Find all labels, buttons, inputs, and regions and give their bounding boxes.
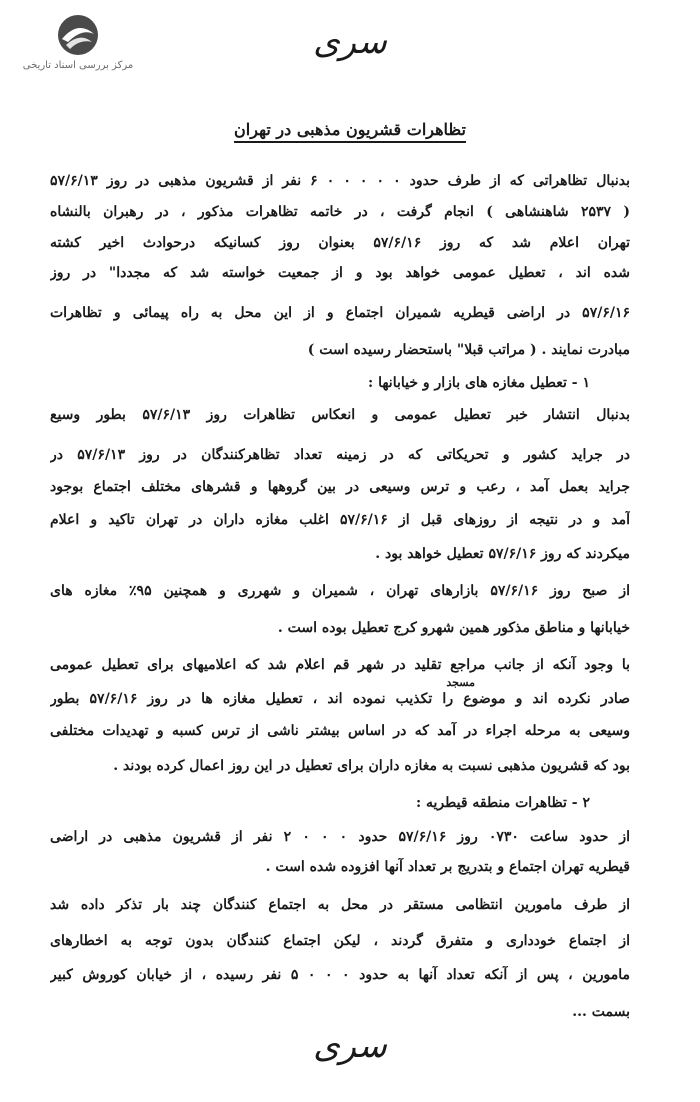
document-line: از اجتماع خودداری و متفرق گردند ، لیکن اجتماع کنندگان بدون توجه به اخطارهای — [50, 933, 630, 949]
document-line: بود که قشریون مذهبی نسبت به مغازه داران برای تعطیل در این روز اعمال کرده بودند . — [113, 758, 630, 774]
document-line: جراید بعمل آمد ، رعب و ترس وسیعی در بین گروهها و قشرهای مختلف اجتماع بوجود — [50, 479, 630, 495]
document-line: از صبح روز ۵۷/۶/۱۶ بازارهای تهران ، شمیران و شهرری و همچنین ۹۵٪ مغازه های — [50, 583, 630, 599]
document-line: بدنبال انتشار خبر تعطیل عمومی و انعکاس تظاهرات روز ۵۷/۶/۱۳ بطور وسیع — [50, 407, 630, 423]
document-line: ( ۲۵۳۷ شاهنشاهی ) انجام گرفت ، در خاتمه تظاهرات مذکور ، در رهبران بالنشاه — [50, 204, 630, 220]
document-line: بدنبال تظاهراتی که از طرف حدود ۰ ۰ ۰ ۰ ۰ ۶ نفر از قشریون مذهبی در روز ۵۷/۶/۱۳ — [50, 173, 630, 189]
classification-stamp-bottom: سری — [313, 1026, 387, 1066]
interlinear-note: مسجد — [446, 676, 475, 689]
document-line: با وجود آنکه از جانب مراجع تقلید در شهر قم اعلام شد که اعلامیهای برای تعطیل عمومی — [50, 657, 630, 673]
document-line: در جراید کشور و تحریکاتی که در زمینه تعداد تظاهرکنندگان در روز ۵۷/۶/۱۳ در — [50, 447, 630, 463]
document-line: مبادرت نمایند . ( مراتب قبلا" باستحضار رسیده است ) — [307, 342, 630, 358]
document-line: وسیعی به مرحله اجراء در آمد که در اساس بیشتر ناشی از ترس کسبه و تهدیدات مختلفی — [50, 723, 630, 739]
document-line: از حدود ساعت ۰۷۳۰ روز ۵۷/۶/۱۶ حدود ۰ ۰ ۰ ۲ نفر از قشریون مذهبی در اراضی — [50, 829, 630, 845]
document-line: قیطریه تهران اجتماع و بتدریج بر تعداد آنها افزوده شده است . — [265, 859, 630, 875]
document-line: ۲ - تظاهرات منطقه قیطریه : — [415, 795, 590, 811]
document-line: مامورین ، پس از آنکه تعداد آنها به حدود ۰ ۰ ۰ ۵ نفر رسیده ، از خیابان کوروش کبیر — [50, 967, 630, 983]
document-line: از طرف مامورین انتظامی مستقر در محل به اجتماع کنندگان چند بار تذکر داده شد — [50, 897, 630, 913]
document-title — [0, 120, 700, 139]
document-line: ۱ - تعطیل مغازه های بازار و خیابانها : — [368, 375, 590, 391]
document-line: صادر نکرده اند و موضوع را تکذیب نموده اند ، تعطیل مغازه ها در روز ۵۷/۶/۱۶ بطور — [50, 691, 630, 707]
logo-caption: مرکز بررسی اسناد تاریخی — [22, 60, 134, 71]
document-line: ۵۷/۶/۱۶ در اراضی قیطریه شمیران اجتماع و از این محل به راه پیمائی و تظاهرات — [50, 305, 630, 321]
document-line: تهران اعلام شد که روز ۵۷/۶/۱۶ بعنوان روز کسانیکه درحوادث اخیر کشته — [50, 235, 630, 251]
document-line: خیابانها و مناطق مذکور همین شهرو کرج تعطیل بوده است . — [277, 620, 630, 636]
document-line: آمد و در نتیجه از روزهای قبل از ۵۷/۶/۱۶ اغلب مغازه داران در تهران تاکید و اعلام — [50, 512, 630, 528]
document-line: شده اند ، تعطیل عمومی خواهد بود و از جمعیت خواسته شد که مجددا" در روز — [50, 265, 630, 281]
classification-stamp-top: سری — [313, 22, 387, 62]
document-line: میکردند که روز ۵۷/۶/۱۶ تعطیل خواهد بود . — [375, 546, 630, 562]
document-line: بسمت ... — [572, 1004, 630, 1020]
document-title-text: تظاهرات قشریون مذهبی در تهران — [234, 120, 466, 143]
